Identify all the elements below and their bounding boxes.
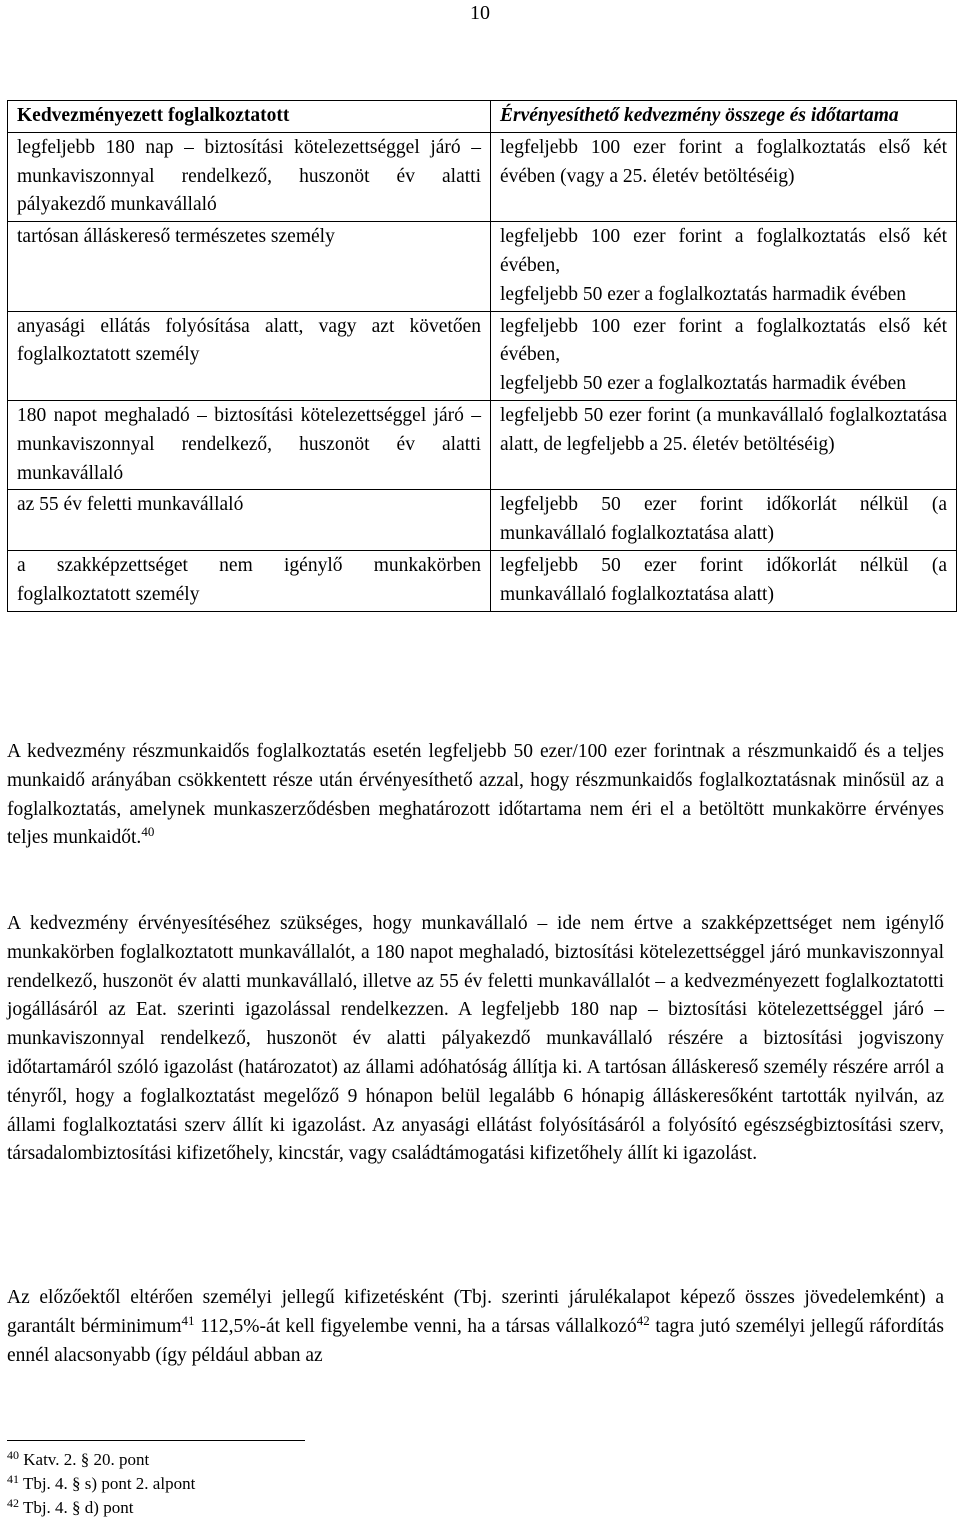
table-body [8,132,957,611]
footnote-41 [7,1472,195,1496]
footnote-ref-42: 42 [636,1312,650,1328]
table-row [8,550,957,611]
cell-beneficiary: az 55 év feletti munkavállaló [8,490,491,551]
cell-beneficiary: tartósan álláskereső természetes személy [8,222,491,311]
benefits-table [7,100,957,612]
cell-beneficiary: legfeljebb 180 nap – biztosítási kötelezettséggel járó – munkaviszonnyal rendelkező, huszonöt év alatti pályakezdő munkavállaló [8,132,491,221]
footnote-ref-40: 40 [141,824,155,840]
paragraph-text-c: tagra jutó személyi jellegű ráfordítás ennél alacsonyabb (így például abban az [7,1315,944,1366]
paragraph-text: A kedvezmény részmunkaidős foglalkoztatás esetén legfeljebb 50 ezer/100 ezer forintnak a részmunkaidő és a teljes munkaidő arányában csökkentett része után érvényesíthető azzal, hogy részmunkaidős foglalkoztatásnak minősül az a foglalkoztatás, amelynek munkaszerződésben meghatározott időtartama nem éri el a betöltött munkakörre érvényes teljes munkaidőt. [7,741,944,849]
footnote-text: Katv. 2. § 20. pont [19,1450,150,1469]
cell-benefit-amount: legfeljebb 100 ezer forint a foglalkoztatás első két évében (vagy a 25. életév betöltéséig) [491,132,957,221]
footnote-number: 41 [7,1472,19,1486]
table-row [8,132,957,221]
footnote-42 [7,1496,195,1520]
footnote-40 [7,1448,195,1472]
paragraph-text-b: 112,5%-át kell figyelembe venni, ha a társas vállalkozó [194,1315,637,1337]
cell-beneficiary: 180 napot meghaladó – biztosítási kötelezettséggel járó – munkaviszonnyal rendelkező, huszonöt év alatti munkavállaló [8,400,491,489]
footnote-ref-41: 41 [181,1312,195,1328]
footnote-divider [7,1440,305,1441]
cell-benefit-amount: legfeljebb 50 ezer forint időkorlát nélkül (a munkavállaló foglalkoztatása alatt) [491,490,957,551]
footnote-text: Tbj. 4. § d) pont [19,1498,134,1517]
cell-benefit-amount: legfeljebb 50 ezer forint (a munkavállaló foglalkoztatása alatt, de legfeljebb a 25. életév betöltéséig) [491,400,957,489]
paragraph-part-time [7,738,944,853]
footnote-text: Tbj. 4. § s) pont 2. alpont [19,1474,196,1493]
page-number: 10 [470,2,490,24]
table-row [8,490,957,551]
table-header-row [8,101,957,133]
footnotes [7,1448,195,1520]
cell-benefit-amount: legfeljebb 100 ezer forint a foglalkoztatás első két évében, legfeljebb 50 ezer a foglalkoztatás harmadik évében [491,311,957,400]
footnote-number: 40 [7,1448,19,1462]
cell-beneficiary: anyasági ellátás folyósítása alatt, vagy azt követően foglalkoztatott személy [8,311,491,400]
table-row [8,400,957,489]
paragraph-text-a: Az előzőektől eltérően személyi jellegű kifizetésként (Tbj. szerinti járulékalapot képező összes jövedelemként) a garantált bérminimum [7,1287,944,1337]
cell-benefit-amount: legfeljebb 50 ezer forint időkorlát nélkül (a munkavállaló foglalkoztatása alatt) [491,550,957,611]
table-row [8,222,957,311]
cell-beneficiary: a szakképzettséget nem igénylő munkakörben foglalkoztatott személy [8,550,491,611]
header-benefit-amount: Érvényesíthető kedvezmény összege és időtartama [491,101,957,133]
paragraph-certificate: A kedvezmény érvényesítéséhez szükséges, hogy munkavállaló – ide nem értve a szakképzettséget nem igénylő munkakörben foglalkoztatott munkavállalót, a 180 napot meghaladó, biztosítási kötelezettséggel járó munkaviszonnyal rendelkező, huszonöt év alatti munkavállaló, illetve az 55 év feletti munkavállalót – a kedvezményezett foglalkoztatotti jogállásáról az Eat. szerinti igazolással rendelkezzen. A legfeljebb 180 nap – biztosítási kötelezettséggel járó – munkaviszonnyal rendelkező, huszonöt év alatti pályakezdő munkavállaló részére a biztosítási jogviszony időtartamáról szóló igazolást (határozatot) az állami adóhatóság állítja ki. A tartósan álláskereső személy részére arról a tényről, hogy a foglalkoztatást megelőző 9 hónapon belül legalább 6 hónapig álláskeresőként tartották nyilván, az állami foglalkoztatási szerv állít ki igazolást. Az anyasági ellátást folyósításáról a folyósító egészségbiztosítási szerv, társadalombiztosítási kifizetőhely, kincstár, vagy családtámogatási kifizetőhely állít ki igazolást. [7,913,944,1165]
footnote-number: 42 [7,1496,19,1510]
table-row [8,311,957,400]
cell-benefit-amount: legfeljebb 100 ezer forint a foglalkoztatás első két évében, legfeljebb 50 ezer a foglalkoztatás harmadik évében [491,222,957,311]
paragraph-minimum-wage [7,1284,944,1370]
header-beneficiary: Kedvezményezett foglalkoztatott [8,101,491,133]
